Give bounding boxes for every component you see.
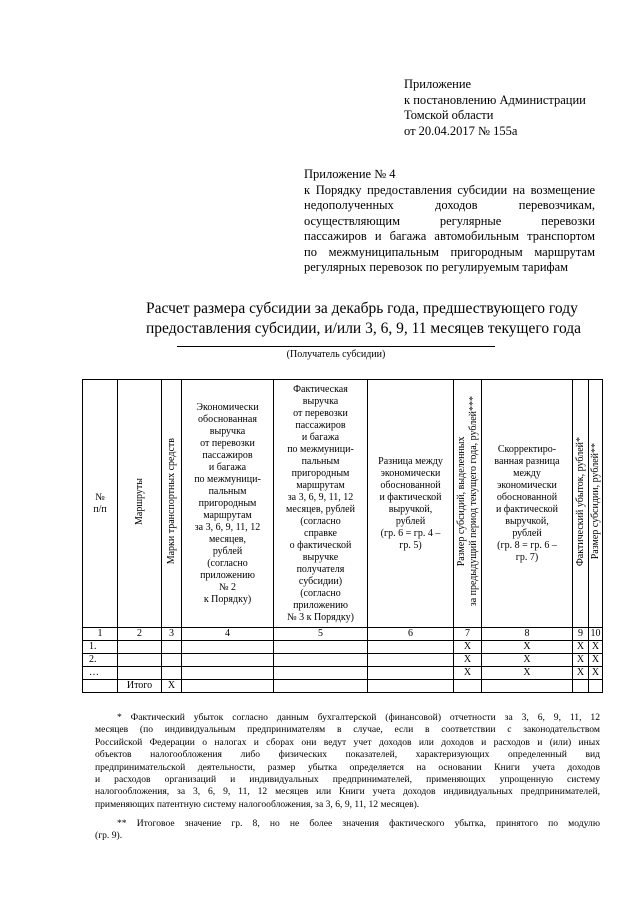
table-cell: X	[573, 641, 589, 654]
column-number: 5	[274, 628, 368, 641]
document-title	[100, 299, 638, 339]
table-cell: …	[83, 667, 118, 680]
table-cell	[182, 654, 274, 667]
footnote-1	[95, 712, 600, 811]
table-row	[83, 654, 603, 667]
table-cell: X	[573, 654, 589, 667]
table-cell: X	[162, 680, 182, 693]
table-cell: 2.	[83, 654, 118, 667]
header-cell-actual-loss: Фактический убыток, рублей*	[573, 380, 589, 628]
table-cell: X	[589, 654, 603, 667]
table-cell	[162, 667, 182, 680]
appendix-top-line: Томской области	[404, 108, 494, 122]
footnote-line: * Фактический убыток согласно данным бухгалтерской (финансовой) отчетности за 3, 6, 9, 11, 12	[117, 712, 600, 723]
appendix-4-line: недополученных доходов перевозчикам,	[304, 198, 595, 212]
total-label: Итого	[118, 680, 162, 693]
table-cell: X	[454, 667, 482, 680]
appendix-top-line: от 20.04.2017 № 155а	[404, 123, 518, 138]
appendix-4	[304, 167, 595, 276]
appendix-4-line: осуществляющим регулярные перевозки	[304, 213, 595, 228]
table-row	[83, 641, 603, 654]
column-number: 10	[590, 628, 601, 639]
header-cell-actual-revenue: Фактическая выручка от перевозки пассажиров и багажа по межмуници- пальным пригородным маршрутам за 3, 6, 9, 11, 12 месяцев, рублей (согласно справке о фактической выручке получателя субсидии) (согласно приложению № 3 к Порядку)	[274, 380, 368, 628]
appendix-4-line: регулярных перевозок по регулируемым тарифам	[304, 260, 569, 274]
table-cell	[118, 654, 162, 667]
appendix-top	[404, 77, 586, 139]
table-header-row	[83, 380, 603, 628]
table-cell	[368, 680, 454, 693]
document-title-line: предоставления субсидии, и/или 3, 6, 9, 11 месяцев текущего года	[146, 320, 582, 337]
table-cell	[118, 641, 162, 654]
footnote-line: ** Итоговое значение гр. 8, но не более значения фактического убытка, принятого по модулю	[117, 818, 600, 829]
header-cell-number: № п/п	[83, 380, 118, 628]
footnote-2	[95, 818, 600, 843]
table-cell	[182, 667, 274, 680]
recipient-caption: (Получатель субсидии)	[286, 349, 386, 360]
table-cell	[482, 680, 573, 693]
table-row	[83, 667, 603, 680]
table-cell	[83, 680, 118, 693]
table-cell	[162, 654, 182, 667]
footnote-line: применяющих патентную систему налогообложения, за 3, 6, 9, 11, 12 месяцев).	[95, 798, 420, 810]
column-number: 8	[482, 628, 573, 641]
document-title-line: Расчет размера субсидии за декабрь года, предшествующего году	[146, 300, 578, 317]
footnote-line: (гр. 9).	[95, 830, 123, 842]
appendix-top-line: к постановлению Администрации	[404, 92, 586, 107]
header-cell-difference: Разница между экономически обоснованной и фактической выручкой, рублей (гр. 6 = гр. 4 – гр. 5)	[368, 380, 454, 628]
appendix-4-line: пассажиров и багажа автомобильным транспортом	[304, 229, 595, 243]
column-number: 2	[118, 628, 162, 641]
header-cell-adjusted-difference: Скорректиро- ванная разница между экономически обоснованной и фактической выручкой, рублей (гр. 8 = гр. 6 – гр. 7)	[482, 380, 573, 628]
appendix-4-line: по межмуниципальным пригородным маршрутам	[304, 244, 595, 259]
column-number: 7	[454, 628, 482, 641]
footnote-line: налогообложения, за 3, 6, 9, 11, 12 месяцев или Книги учета доходов индивидуальных предпринимателей,	[95, 786, 600, 798]
footnote-line: объектов налогообложения либо физических показателей, характеризующих определенный вид	[95, 749, 600, 761]
table-cell	[368, 654, 454, 667]
table-cell: X	[573, 667, 589, 680]
column-number: 1	[83, 628, 118, 641]
footnote-line: и расходов организаций и индивидуальных предпринимателей, применяющих упрощенную систему	[95, 774, 600, 786]
column-number: 4	[182, 628, 274, 641]
header-cell-vehicle-brands: Марки транспортных средств	[162, 380, 182, 628]
table-cell: X	[482, 654, 573, 667]
table-cell	[368, 641, 454, 654]
column-number: 3	[162, 628, 182, 641]
table-cell	[274, 654, 368, 667]
table-cell: X	[589, 667, 603, 680]
column-number: 6	[368, 628, 454, 641]
table-cell: X	[589, 641, 603, 654]
table-total-row	[83, 680, 603, 693]
header-cell-prior-subsidies: Размер субсидий, выделенных за предыдущий период текущего года, рублей***	[454, 380, 482, 628]
table-cell	[573, 680, 589, 693]
table-cell	[454, 680, 482, 693]
footnote-line: Российской Федерации о налогах и сборах они ведут учет доходов или доходов и расходов и (или) иных	[95, 736, 600, 748]
table-cell	[182, 680, 274, 693]
table-cell: X	[454, 654, 482, 667]
recipient-underline	[177, 346, 495, 347]
table-cell	[589, 680, 603, 693]
table-cell	[274, 667, 368, 680]
header-cell-routes: Маршруты	[118, 380, 162, 628]
table-cell: 1.	[83, 641, 118, 654]
footnote-line: месяцев (по индивидуальным предпринимателям в случае, если в соответствии с законодательством	[95, 724, 600, 736]
column-number: 9	[573, 628, 589, 641]
table-cell	[274, 641, 368, 654]
table-cell: X	[482, 641, 573, 654]
footnote-line: предпринимательской деятельности, размер убытка определяется на основании Книги учета доходов	[95, 761, 600, 773]
appendix-4-heading: Приложение № 4	[304, 167, 396, 181]
table-cell	[162, 641, 182, 654]
subsidy-table	[82, 379, 603, 693]
appendix-top-line: Приложение	[404, 77, 472, 91]
table-cell	[118, 667, 162, 680]
header-cell-subsidy-amount: Размер субсидии, рублей**	[589, 380, 603, 628]
header-cell-economic-revenue: Экономически обоснованная выручка от перевозки пассажиров и багажа по межмуници- пальным пригородным маршрутам за 3, 6, 9, 11, 12 месяцев, рублей (согласно приложению № 2 к Порядку)	[182, 380, 274, 628]
appendix-4-line: к Порядку предоставления субсидии на возмещение	[304, 182, 595, 197]
table-cell	[368, 667, 454, 680]
table-cell: X	[482, 667, 573, 680]
table-cell: X	[454, 641, 482, 654]
table-cell	[274, 680, 368, 693]
table-cell	[182, 641, 274, 654]
table-column-numbers	[83, 628, 603, 641]
